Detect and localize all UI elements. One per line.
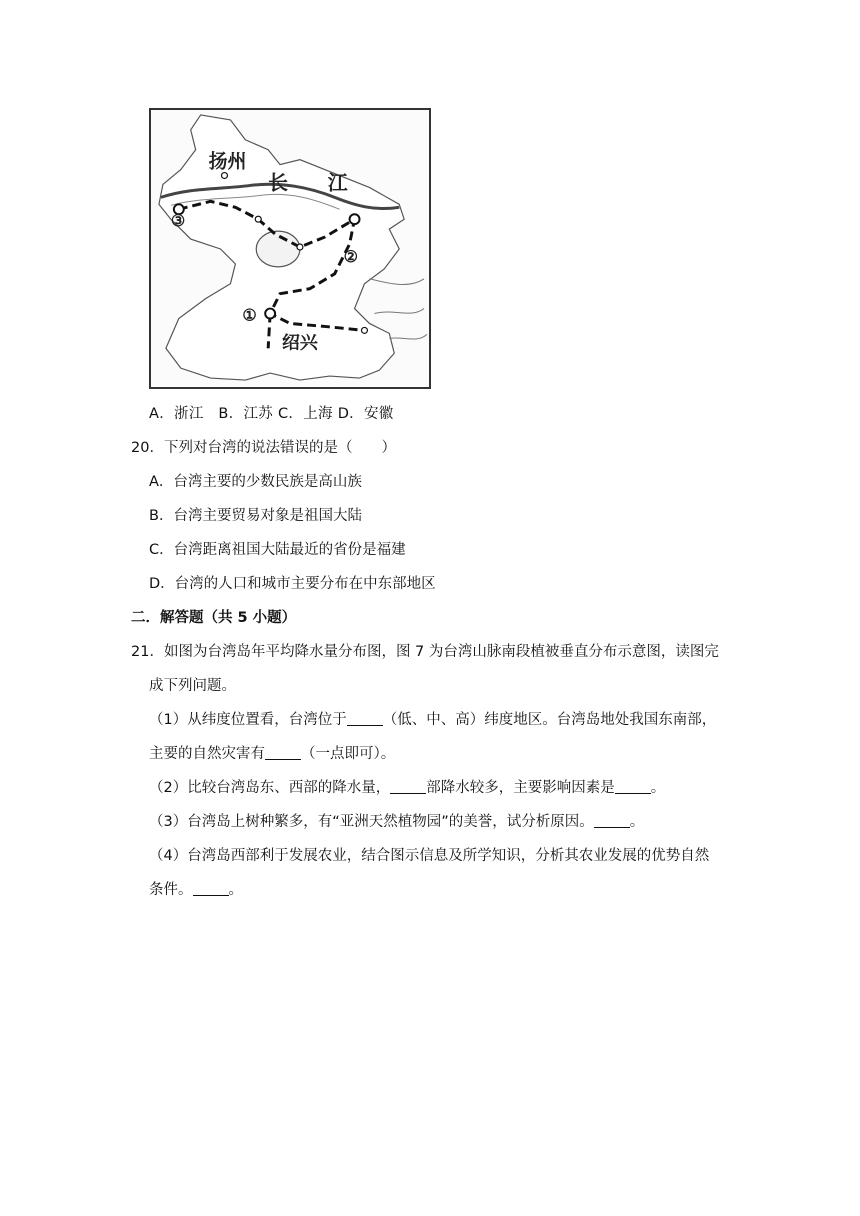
q21-p2-text-c: 。 xyxy=(650,780,666,796)
q21-p4-text-b: 条件。 xyxy=(149,882,193,898)
q21-p1-text-d: （一点即可）。 xyxy=(301,746,396,762)
section-title: 二．解答题（共 5 小题） xyxy=(131,610,297,626)
station-marker xyxy=(265,309,275,319)
answer-blank[interactable] xyxy=(615,779,651,794)
q21-stem-line2: 成下列问题。 xyxy=(149,678,236,694)
answer-blank[interactable] xyxy=(193,881,229,896)
city-dot xyxy=(361,327,367,333)
q21-p1-text-b: （低、中、高）纬度地区。台湾岛地处我国东南部， xyxy=(382,712,717,728)
q20-option-c: C．台湾距离祖国大陆最近的省份是福建 xyxy=(149,542,406,558)
label-marker-1: ① xyxy=(242,305,257,325)
answer-blank[interactable] xyxy=(594,813,630,828)
q21-p4-text-c: 。 xyxy=(228,882,243,898)
label-marker-2: ② xyxy=(343,246,358,266)
q21-part1-line1 xyxy=(149,710,716,730)
q20-stem: 20．下列对台湾的说法错误的是（ ） xyxy=(131,440,396,456)
q21-p1-text-c: 主要的自然灾害有 xyxy=(149,746,265,762)
q21-p2-text-b: 部降水较多，主要影响因素是 xyxy=(426,780,615,796)
q21-part4-line1: （4）台湾岛西部利于发展农业，结合图示信息及所学知识，分析其农业发展的优势自然 xyxy=(149,848,710,864)
answer-blank[interactable] xyxy=(347,711,383,726)
answer-blank[interactable] xyxy=(390,779,426,794)
q21-part4-line2 xyxy=(149,880,243,900)
city-dot xyxy=(221,173,227,179)
q21-p3-text-a: （3）台湾岛上树种繁多，有“亚洲天然植物园”的美誉，试分析原因。 xyxy=(149,814,594,830)
answer-blank[interactable] xyxy=(265,745,301,760)
label-shaoxing: 绍兴 xyxy=(282,332,318,354)
q20-option-a: A．台湾主要的少数民族是高山族 xyxy=(149,474,362,490)
q20-option-d: D．台湾的人口和城市主要分布在中东部地区 xyxy=(149,576,436,592)
q21-part3 xyxy=(149,812,644,832)
label-yangzhou: 扬州 xyxy=(208,150,247,173)
q20-option-b: B．台湾主要贸易对象是祖国大陆 xyxy=(149,508,362,524)
city-dot xyxy=(297,244,303,250)
q21-p2-text-a: （2）比较台湾岛东、西部的降水量， xyxy=(149,780,391,796)
lake xyxy=(256,231,300,267)
label-marker-3: ③ xyxy=(170,211,186,231)
region-map-figure xyxy=(149,108,431,389)
label-jiang: 江 xyxy=(327,170,348,195)
q21-part1-line2 xyxy=(149,744,395,764)
station-marker xyxy=(350,214,360,224)
city-dot xyxy=(255,216,261,222)
map-drawing xyxy=(151,110,429,387)
q21-stem-line1: 21．如图为台湾岛年平均降水量分布图，图 7 为台湾山脉南段植被垂直分布示意图，读图完 xyxy=(131,644,719,660)
q21-p1-text-a: （1）从纬度位置看，台湾位于 xyxy=(149,712,347,728)
q21-p3-text-b: 。 xyxy=(629,814,645,830)
q21-part2 xyxy=(149,778,665,798)
q19-options: A．浙江 B．江苏 C．上海 D．安徽 xyxy=(149,406,394,422)
label-chang: 长 xyxy=(268,170,289,195)
